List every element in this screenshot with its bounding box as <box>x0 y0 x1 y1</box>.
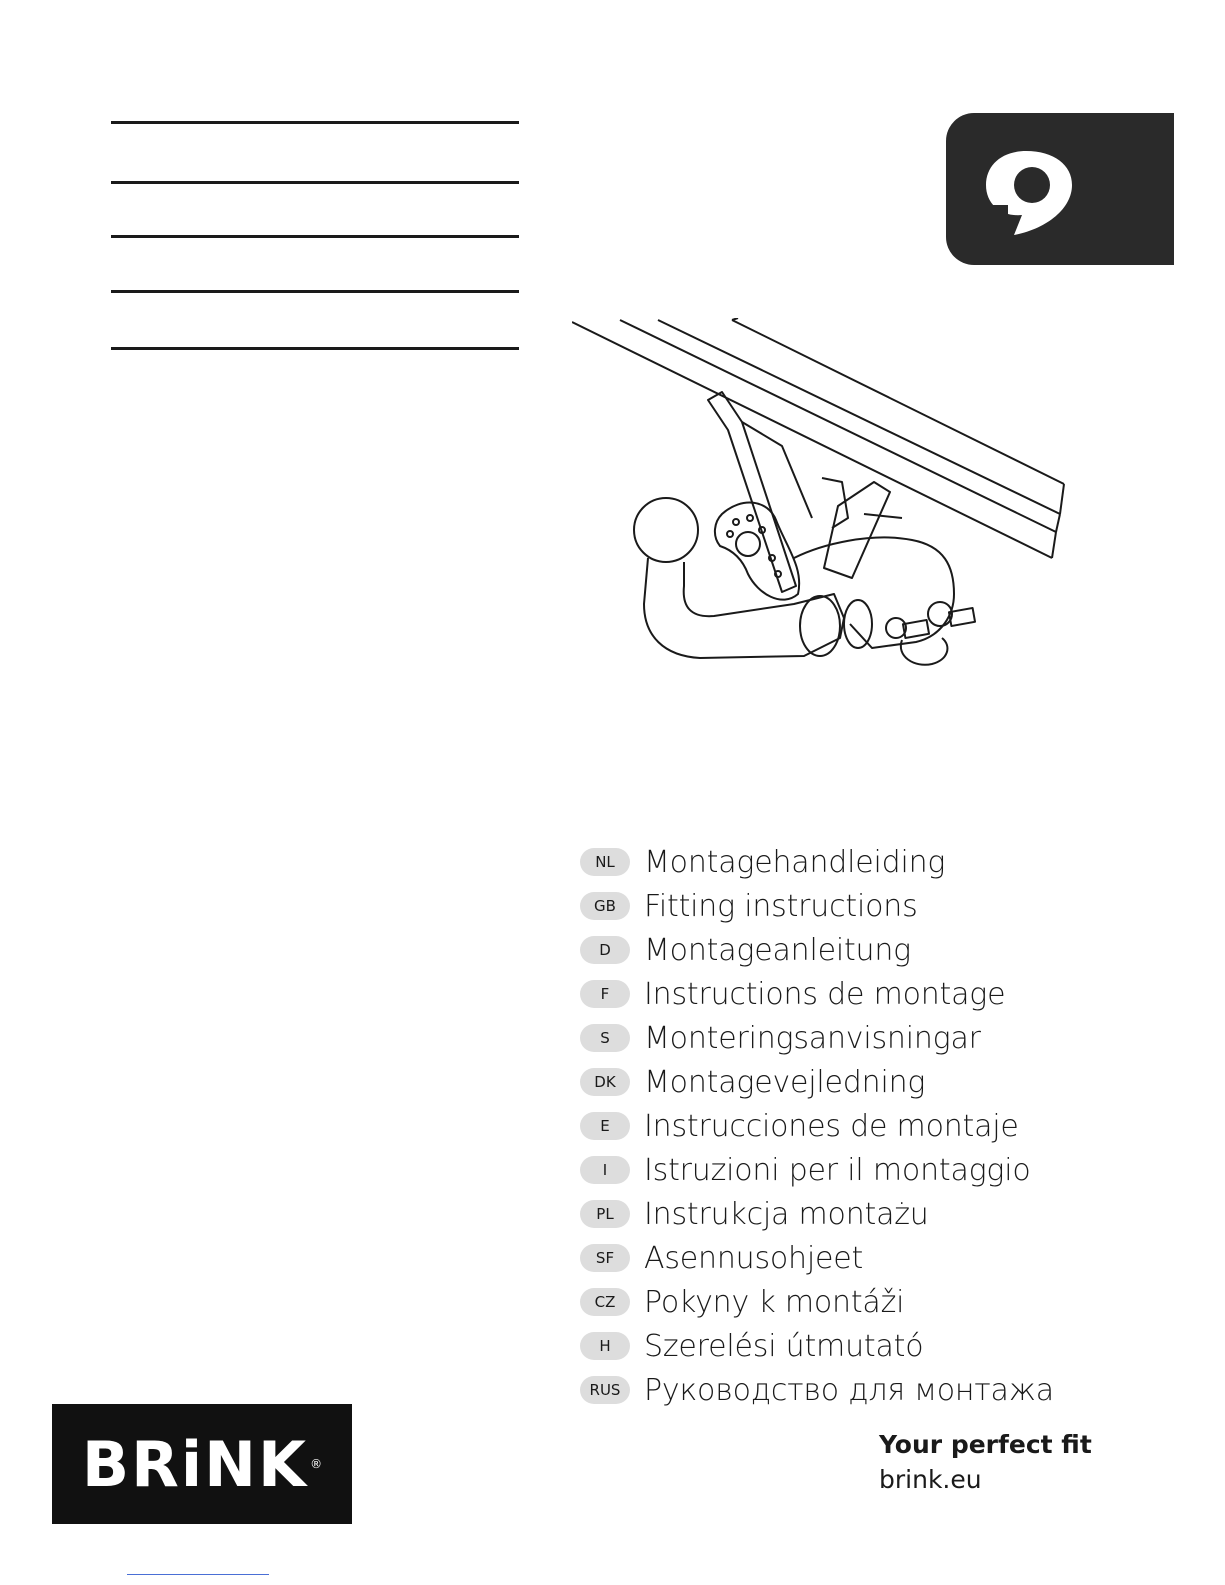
list-item <box>580 928 1054 972</box>
language-title: Montagehandleiding <box>644 844 946 880</box>
detachable-towbar-illustration <box>572 318 1072 698</box>
info-line-2 <box>111 181 519 184</box>
language-title: Pokyny k montáži <box>644 1284 905 1320</box>
language-code-badge: E <box>580 1112 630 1140</box>
website-link[interactable]: brink.eu <box>879 1465 982 1494</box>
language-title: Istruzioni per il montaggio <box>644 1152 1031 1188</box>
towbar-type-badge <box>946 113 1174 265</box>
language-title: Szerelési útmutató <box>644 1328 924 1364</box>
logo-text: BRiNK <box>81 1427 309 1501</box>
language-title: Monteringsanvisningar <box>644 1020 981 1056</box>
language-title: Руководство для монтажа <box>644 1372 1054 1408</box>
list-item <box>580 972 1054 1016</box>
language-code-badge: F <box>580 980 630 1008</box>
slogan: Your perfect fit <box>879 1430 1092 1459</box>
language-title: Fitting instructions <box>644 888 918 924</box>
language-title: Montageanleitung <box>644 932 911 968</box>
list-item <box>580 1148 1054 1192</box>
list-item <box>580 1060 1054 1104</box>
list-item <box>580 884 1054 928</box>
language-code-badge: DK <box>580 1068 630 1096</box>
language-title: Instructions de montage <box>644 976 1006 1012</box>
info-line-5 <box>111 347 519 350</box>
towbar-hook-icon <box>974 143 1084 238</box>
language-code-badge: I <box>580 1156 630 1184</box>
list-item <box>580 1324 1054 1368</box>
bottom-link-underline <box>127 1574 269 1575</box>
language-code-badge: H <box>580 1332 630 1360</box>
list-item <box>580 840 1054 884</box>
info-line-1 <box>111 121 519 124</box>
language-code-badge: SF <box>580 1244 630 1272</box>
list-item <box>580 1016 1054 1060</box>
language-code-badge: S <box>580 1024 630 1052</box>
language-code-badge: RUS <box>580 1376 630 1404</box>
language-title: Montagevejledning <box>644 1064 926 1100</box>
info-line-3 <box>111 235 519 238</box>
registered-mark: ® <box>310 1457 323 1471</box>
language-code-badge: CZ <box>580 1288 630 1316</box>
language-code-badge: PL <box>580 1200 630 1228</box>
language-title: Instrukcja montażu <box>644 1196 929 1232</box>
list-item <box>580 1236 1054 1280</box>
brink-logo <box>52 1404 352 1524</box>
language-title: Instrucciones de montaje <box>644 1108 1019 1144</box>
list-item <box>580 1104 1054 1148</box>
list-item <box>580 1368 1054 1412</box>
language-title: Asennusohjeet <box>644 1240 864 1276</box>
info-line-4 <box>111 290 519 293</box>
list-item <box>580 1192 1054 1236</box>
list-item <box>580 1280 1054 1324</box>
language-code-badge: D <box>580 936 630 964</box>
language-code-badge: GB <box>580 892 630 920</box>
language-code-badge: NL <box>580 848 630 876</box>
language-list <box>580 840 1054 1412</box>
